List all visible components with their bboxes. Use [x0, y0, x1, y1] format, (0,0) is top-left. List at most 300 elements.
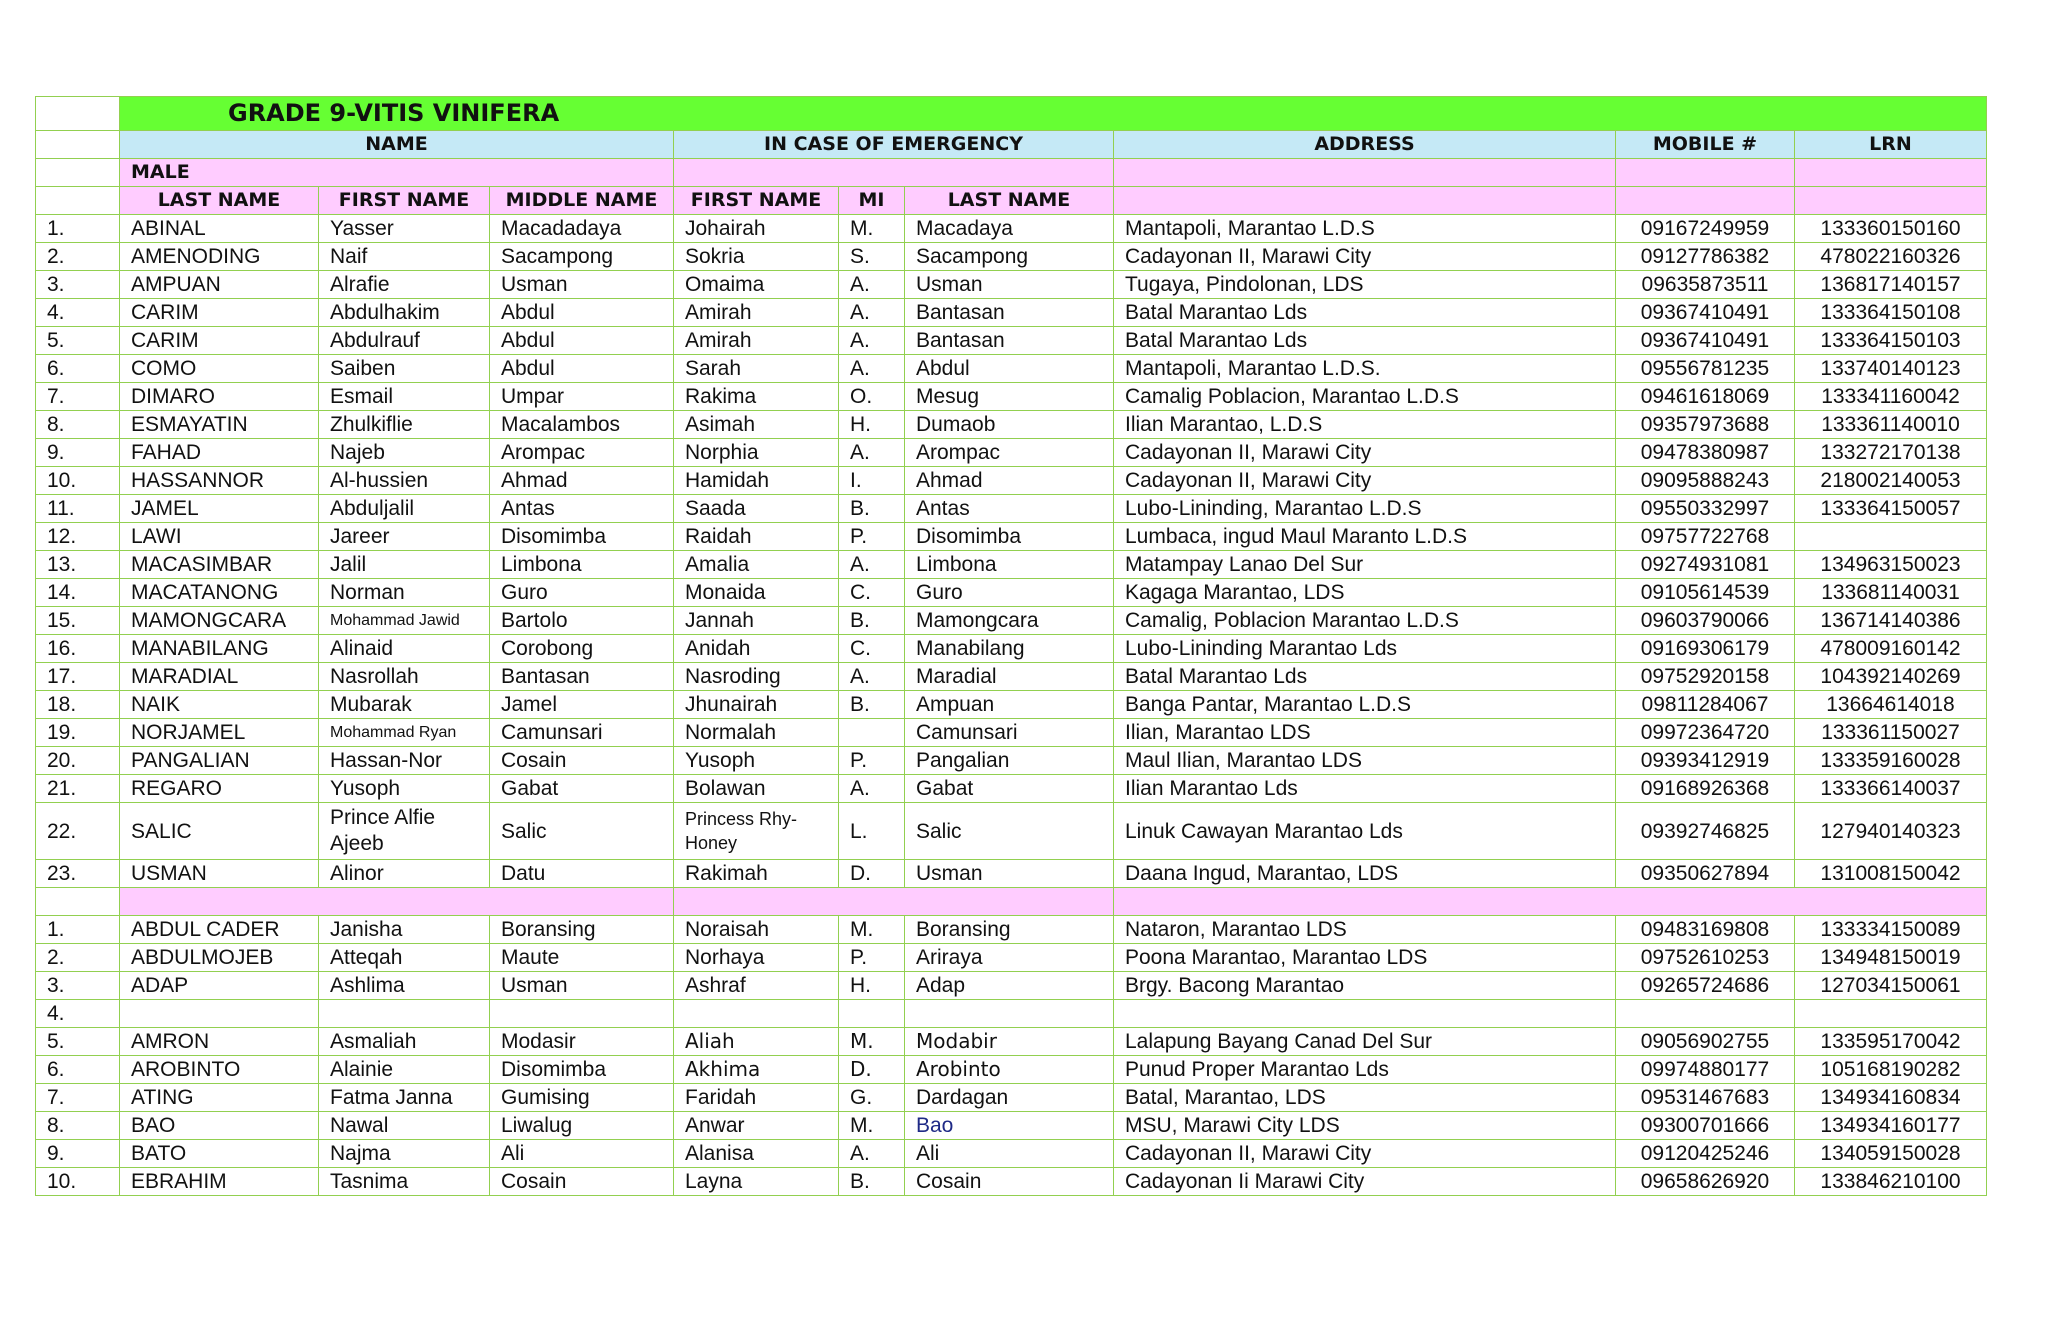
emergency-first-name-cell: Norphia — [674, 439, 839, 467]
address-cell: Cadayonan II, Marawi City — [1114, 467, 1616, 495]
emergency-header: IN CASE OF EMERGENCY — [674, 131, 1114, 159]
mobile-cell: 09095888243 — [1616, 467, 1795, 495]
address-cell: Banga Pantar, Marantao L.D.S — [1114, 691, 1616, 719]
lrn-cell: 133359160028 — [1795, 747, 1987, 775]
first-name-cell: Nasrollah — [319, 663, 490, 691]
mobile-cell: 09658626920 — [1616, 1168, 1795, 1196]
row-number-cell: 16. — [36, 635, 120, 663]
table-row — [36, 691, 1987, 719]
mobile-cell: 09056902755 — [1616, 1028, 1795, 1056]
name-header: NAME — [120, 131, 674, 159]
address-cell: Matampay Lanao Del Sur — [1114, 551, 1616, 579]
table-row — [36, 1112, 1987, 1140]
emergency-first-name-cell: Jhunairah — [674, 691, 839, 719]
last-name-cell: LAWI — [120, 523, 319, 551]
emergency-last-name-cell: Manabilang — [905, 635, 1114, 663]
address-cell: Maul Ilian, Marantao LDS — [1114, 747, 1616, 775]
emergency-mi-cell: O. — [839, 383, 905, 411]
last-name-cell: PANGALIAN — [120, 747, 319, 775]
emergency-last-name-cell: Antas — [905, 495, 1114, 523]
table-row — [36, 411, 1987, 439]
lrn-cell: 136714140386 — [1795, 607, 1987, 635]
emergency-mi-cell: B. — [839, 607, 905, 635]
middle-name-cell: Macadadaya — [490, 215, 674, 243]
mobile-cell: 09367410491 — [1616, 299, 1795, 327]
emergency-last-name-header: LAST NAME — [905, 187, 1114, 215]
address-cell: Batal Marantao Lds — [1114, 663, 1616, 691]
mobile-cell: 09478380987 — [1616, 439, 1795, 467]
row-number-cell: 10. — [36, 467, 120, 495]
address-cell: Punud Proper Marantao Lds — [1114, 1056, 1616, 1084]
emergency-first-name-cell: Jannah — [674, 607, 839, 635]
emergency-mi-cell: M. — [839, 916, 905, 944]
middle-name-cell: Guro — [490, 579, 674, 607]
table-row — [36, 299, 1987, 327]
emergency-first-name-cell: Saada — [674, 495, 839, 523]
address-cell: Daana Ingud, Marantao, LDS — [1114, 860, 1616, 888]
last-name-cell: AMRON — [120, 1028, 319, 1056]
emergency-first-name-cell: Yusoph — [674, 747, 839, 775]
last-name-cell: USMAN — [120, 860, 319, 888]
lrn-cell: 133846210100 — [1795, 1168, 1987, 1196]
table-row — [36, 215, 1987, 243]
row-number-cell: 5. — [36, 327, 120, 355]
last-name-cell: ESMAYATIN — [120, 411, 319, 439]
lrn-cell: 13664614018 — [1795, 691, 1987, 719]
middle-name-cell: Abdul — [490, 355, 674, 383]
lrn-cell: 134948150019 — [1795, 944, 1987, 972]
lrn-cell: 104392140269 — [1795, 663, 1987, 691]
emergency-last-name-cell: Arompac — [905, 439, 1114, 467]
emergency-last-name-cell: Guro — [905, 579, 1114, 607]
male-section-row — [36, 159, 1987, 187]
address-cell: Ilian Marantao, L.D.S — [1114, 411, 1616, 439]
first-name-cell: Mubarak — [319, 691, 490, 719]
table-row — [36, 916, 1987, 944]
lrn-cell: 133361150027 — [1795, 719, 1987, 747]
row-number-cell: 21. — [36, 775, 120, 803]
middle-name-cell: Abdul — [490, 327, 674, 355]
last-name-cell: DIMARO — [120, 383, 319, 411]
address-cell: Poona Marantao, Marantao LDS — [1114, 944, 1616, 972]
first-name-cell: Nawal — [319, 1112, 490, 1140]
emergency-mi-cell: D. — [839, 860, 905, 888]
middle-name-cell: Ahmad — [490, 467, 674, 495]
lrn-cell: 133364150108 — [1795, 299, 1987, 327]
first-name-cell: Abdulrauf — [319, 327, 490, 355]
subheader-blank-cell — [1616, 187, 1795, 215]
emergency-mi-cell: B. — [839, 495, 905, 523]
lrn-cell: 478022160326 — [1795, 243, 1987, 271]
row-number-cell: 22. — [36, 803, 120, 860]
middle-name-cell: Macalambos — [490, 411, 674, 439]
address-cell: Batal Marantao Lds — [1114, 299, 1616, 327]
first-name-cell: Alainie — [319, 1056, 490, 1084]
emergency-first-name-cell: Rakima — [674, 383, 839, 411]
address-cell: Cadayonan II, Marawi City — [1114, 243, 1616, 271]
first-name-cell: Prince Alfie Ajeeb — [319, 803, 490, 860]
row-number-cell: 23. — [36, 860, 120, 888]
lrn-cell: 127940140323 — [1795, 803, 1987, 860]
emergency-mi-cell — [839, 719, 905, 747]
emergency-first-name-cell: Amalia — [674, 551, 839, 579]
lrn-cell: 134963150023 — [1795, 551, 1987, 579]
emergency-mi-cell: A. — [839, 1140, 905, 1168]
emergency-last-name-cell: Bantasan — [905, 327, 1114, 355]
last-name-cell: BATO — [120, 1140, 319, 1168]
mobile-cell: 09167249959 — [1616, 215, 1795, 243]
emergency-first-name-cell: Raidah — [674, 523, 839, 551]
middle-name-cell: Disomimba — [490, 1056, 674, 1084]
mobile-header: MOBILE # — [1616, 131, 1795, 159]
mobile-cell: 09392746825 — [1616, 803, 1795, 860]
emergency-last-name-cell: Bao — [905, 1112, 1114, 1140]
table-row — [36, 439, 1987, 467]
emergency-first-name-cell: Amirah — [674, 327, 839, 355]
row-number-cell: 4. — [36, 299, 120, 327]
last-name-cell: NAIK — [120, 691, 319, 719]
emergency-mi-cell: H. — [839, 972, 905, 1000]
last-name-cell: SALIC — [120, 803, 319, 860]
middle-name-cell: Disomimba — [490, 523, 674, 551]
first-name-cell: Norman — [319, 579, 490, 607]
middle-name-cell: Corobong — [490, 635, 674, 663]
last-name-cell: NORJAMEL — [120, 719, 319, 747]
first-name-cell: Mohammad Jawid — [319, 607, 490, 635]
emergency-last-name-cell: Camunsari — [905, 719, 1114, 747]
emergency-mi-cell: C. — [839, 635, 905, 663]
mobile-cell: 09811284067 — [1616, 691, 1795, 719]
middle-name-cell: Cosain — [490, 747, 674, 775]
last-name-cell: BAO — [120, 1112, 319, 1140]
lrn-cell: 133595170042 — [1795, 1028, 1987, 1056]
emergency-last-name-cell: Pangalian — [905, 747, 1114, 775]
address-cell: Mantapoli, Marantao L.D.S — [1114, 215, 1616, 243]
emergency-mi-cell: A. — [839, 439, 905, 467]
address-cell: Lubo-Lininding Marantao Lds — [1114, 635, 1616, 663]
emergency-first-name-cell: Norhaya — [674, 944, 839, 972]
mobile-cell: 09127786382 — [1616, 243, 1795, 271]
last-name-cell: FAHAD — [120, 439, 319, 467]
lrn-cell: 133360150160 — [1795, 215, 1987, 243]
mobile-cell: 09531467683 — [1616, 1084, 1795, 1112]
emergency-first-name-cell: Normalah — [674, 719, 839, 747]
table-row — [36, 383, 1987, 411]
mobile-cell: 09350627894 — [1616, 860, 1795, 888]
last-name-cell: MACASIMBAR — [120, 551, 319, 579]
mobile-cell: 09265724686 — [1616, 972, 1795, 1000]
lrn-cell: 133364150057 — [1795, 495, 1987, 523]
mobile-cell: 09635873511 — [1616, 271, 1795, 299]
middle-name-cell: Liwalug — [490, 1112, 674, 1140]
address-cell: Batal, Marantao, LDS — [1114, 1084, 1616, 1112]
lrn-cell: 134059150028 — [1795, 1140, 1987, 1168]
table-row — [36, 495, 1987, 523]
lrn-cell: 105168190282 — [1795, 1056, 1987, 1084]
middle-name-cell: Sacampong — [490, 243, 674, 271]
emergency-last-name-cell: Limbona — [905, 551, 1114, 579]
last-name-cell: AMPUAN — [120, 271, 319, 299]
lrn-cell: 136817140157 — [1795, 271, 1987, 299]
row-number-cell: 1. — [36, 215, 120, 243]
middle-name-cell: Maute — [490, 944, 674, 972]
emergency-last-name-cell: Dardagan — [905, 1084, 1114, 1112]
middle-name-cell: Bantasan — [490, 663, 674, 691]
emergency-mi-cell: A. — [839, 355, 905, 383]
emergency-last-name-cell: Boransing — [905, 916, 1114, 944]
address-cell: Ilian Marantao Lds — [1114, 775, 1616, 803]
emergency-mi-cell: P. — [839, 523, 905, 551]
subheader-row — [36, 187, 1987, 215]
last-name-cell: ABDUL CADER — [120, 916, 319, 944]
middle-name-cell: Datu — [490, 860, 674, 888]
emergency-first-name-cell: Rakimah — [674, 860, 839, 888]
middle-name-cell: Usman — [490, 972, 674, 1000]
address-cell: Cadayonan Ii Marawi City — [1114, 1168, 1616, 1196]
emergency-mi-cell: C. — [839, 579, 905, 607]
emergency-first-name-header: FIRST NAME — [674, 187, 839, 215]
row-number-cell: 3. — [36, 972, 120, 1000]
lrn-cell: 131008150042 — [1795, 860, 1987, 888]
emergency-mi-cell: B. — [839, 1168, 905, 1196]
emergency-mi-cell: G. — [839, 1084, 905, 1112]
row-number-cell: 8. — [36, 1112, 120, 1140]
mobile-cell — [1616, 1000, 1795, 1028]
class-list-table — [35, 96, 1987, 1196]
first-name-cell: Fatma Janna — [319, 1084, 490, 1112]
emergency-mi-cell: A. — [839, 327, 905, 355]
table-row — [36, 1056, 1987, 1084]
mobile-cell: 09274931081 — [1616, 551, 1795, 579]
emergency-mi-cell: A. — [839, 775, 905, 803]
table-row — [36, 1028, 1987, 1056]
first-name-cell: Yasser — [319, 215, 490, 243]
emergency-first-name-cell: Asimah — [674, 411, 839, 439]
emergency-last-name-cell: Modabir — [905, 1028, 1114, 1056]
table-row — [36, 1000, 1987, 1028]
first-name-cell: Tasnima — [319, 1168, 490, 1196]
row-number-cell: 7. — [36, 383, 120, 411]
address-cell: Camalig, Poblacion Marantao L.D.S — [1114, 607, 1616, 635]
emergency-last-name-cell — [905, 1000, 1114, 1028]
mobile-cell: 09556781235 — [1616, 355, 1795, 383]
last-name-cell: CARIM — [120, 299, 319, 327]
row-number-cell: 9. — [36, 439, 120, 467]
lrn-header: LRN — [1795, 131, 1987, 159]
row-number-cell: 9. — [36, 1140, 120, 1168]
last-name-cell: REGARO — [120, 775, 319, 803]
address-cell: Cadayonan II, Marawi City — [1114, 439, 1616, 467]
subheader-blank-cell — [1114, 187, 1616, 215]
last-name-cell: MACATANONG — [120, 579, 319, 607]
mobile-cell: 09367410491 — [1616, 327, 1795, 355]
emergency-mi-cell: P. — [839, 747, 905, 775]
emergency-last-name-cell: Ahmad — [905, 467, 1114, 495]
title-spacer-cell — [36, 97, 120, 131]
section-blank-cell — [1114, 159, 1616, 187]
row-number-cell: 11. — [36, 495, 120, 523]
first-name-cell: Atteqah — [319, 944, 490, 972]
first-name-cell: Naif — [319, 243, 490, 271]
emergency-first-name-cell: Sarah — [674, 355, 839, 383]
row-number-cell: 7. — [36, 1084, 120, 1112]
section-blank-cell — [674, 159, 1114, 187]
emergency-last-name-cell: Mesug — [905, 383, 1114, 411]
first-name-header: FIRST NAME — [319, 187, 490, 215]
emergency-first-name-cell: Sokria — [674, 243, 839, 271]
mobile-cell: 09550332997 — [1616, 495, 1795, 523]
first-name-cell: Alrafie — [319, 271, 490, 299]
emergency-last-name-cell: Abdul — [905, 355, 1114, 383]
male-section-label: MALE — [120, 159, 674, 187]
row-number-cell: 10. — [36, 1168, 120, 1196]
middle-name-cell: Usman — [490, 271, 674, 299]
section-blank-cell — [674, 888, 1114, 916]
section-spacer-cell — [36, 888, 120, 916]
address-cell: Kagaga Marantao, LDS — [1114, 579, 1616, 607]
first-name-cell: Jalil — [319, 551, 490, 579]
row-number-cell: 19. — [36, 719, 120, 747]
header-spacer-cell — [36, 131, 120, 159]
first-name-cell: Yusoph — [319, 775, 490, 803]
emergency-first-name-cell: Aliah — [674, 1028, 839, 1056]
table-row — [36, 803, 1987, 860]
emergency-first-name-cell: Anwar — [674, 1112, 839, 1140]
first-name-cell: Saiben — [319, 355, 490, 383]
subheader-spacer-cell — [36, 187, 120, 215]
mobile-cell: 09105614539 — [1616, 579, 1795, 607]
lrn-cell: 218002140053 — [1795, 467, 1987, 495]
emergency-mi-cell: L. — [839, 803, 905, 860]
table-body — [36, 97, 1987, 1196]
last-name-cell: MAMONGCARA — [120, 607, 319, 635]
title-row — [36, 97, 1987, 131]
last-name-cell: MANABILANG — [120, 635, 319, 663]
emergency-first-name-cell: Johairah — [674, 215, 839, 243]
table-row — [36, 243, 1987, 271]
address-cell: Mantapoli, Marantao L.D.S. — [1114, 355, 1616, 383]
section-blank-cell — [1795, 159, 1987, 187]
lrn-cell: 133681140031 — [1795, 579, 1987, 607]
row-number-cell: 18. — [36, 691, 120, 719]
first-name-cell: Ashlima — [319, 972, 490, 1000]
section-spacer-cell — [36, 159, 120, 187]
last-name-cell: AMENODING — [120, 243, 319, 271]
middle-name-cell: Antas — [490, 495, 674, 523]
emergency-last-name-cell: Gabat — [905, 775, 1114, 803]
row-number-cell: 5. — [36, 1028, 120, 1056]
lrn-cell: 127034150061 — [1795, 972, 1987, 1000]
emergency-last-name-cell: Cosain — [905, 1168, 1114, 1196]
last-name-cell: EBRAHIM — [120, 1168, 319, 1196]
emergency-first-name-cell: Nasroding — [674, 663, 839, 691]
mobile-cell: 09169306179 — [1616, 635, 1795, 663]
emergency-mi-cell: P. — [839, 944, 905, 972]
table-row — [36, 271, 1987, 299]
row-number-cell: 20. — [36, 747, 120, 775]
table-row — [36, 607, 1987, 635]
table-row — [36, 1168, 1987, 1196]
address-cell: Nataron, Marantao LDS — [1114, 916, 1616, 944]
lrn-cell: 478009160142 — [1795, 635, 1987, 663]
emergency-first-name-cell: Hamidah — [674, 467, 839, 495]
emergency-last-name-cell: Adap — [905, 972, 1114, 1000]
address-cell: Ilian, Marantao LDS — [1114, 719, 1616, 747]
emergency-mi-cell: A. — [839, 551, 905, 579]
middle-name-cell: Jamel — [490, 691, 674, 719]
middle-name-cell — [490, 1000, 674, 1028]
emergency-first-name-cell: Princess Rhy-Honey — [674, 803, 839, 860]
emergency-mi-cell: M. — [839, 215, 905, 243]
first-name-cell: Al-hussien — [319, 467, 490, 495]
first-name-cell: Najma — [319, 1140, 490, 1168]
last-name-cell: JAMEL — [120, 495, 319, 523]
table-row — [36, 860, 1987, 888]
mobile-cell: 09974880177 — [1616, 1056, 1795, 1084]
last-name-cell: COMO — [120, 355, 319, 383]
first-name-cell: Zhulkiflie — [319, 411, 490, 439]
first-name-cell: Alinor — [319, 860, 490, 888]
mobile-cell: 09120425246 — [1616, 1140, 1795, 1168]
row-number-cell: 13. — [36, 551, 120, 579]
emergency-mi-cell: S. — [839, 243, 905, 271]
table-row — [36, 467, 1987, 495]
table-row — [36, 635, 1987, 663]
table-row — [36, 663, 1987, 691]
address-cell: Linuk Cawayan Marantao Lds — [1114, 803, 1616, 860]
emergency-last-name-cell: Maradial — [905, 663, 1114, 691]
middle-name-cell: Gabat — [490, 775, 674, 803]
row-number-cell: 6. — [36, 1056, 120, 1084]
lrn-cell: 133334150089 — [1795, 916, 1987, 944]
middle-name-cell: Boransing — [490, 916, 674, 944]
emergency-last-name-cell: Mamongcara — [905, 607, 1114, 635]
address-cell: Brgy. Bacong Marantao — [1114, 972, 1616, 1000]
emergency-first-name-cell: Anidah — [674, 635, 839, 663]
first-name-cell: Najeb — [319, 439, 490, 467]
mobile-cell: 09752920158 — [1616, 663, 1795, 691]
middle-name-cell: Bartolo — [490, 607, 674, 635]
lrn-cell: 133341160042 — [1795, 383, 1987, 411]
last-name-cell: ATING — [120, 1084, 319, 1112]
mobile-cell: 09603790066 — [1616, 607, 1795, 635]
emergency-first-name-cell — [674, 1000, 839, 1028]
middle-name-cell: Arompac — [490, 439, 674, 467]
last-name-cell: ABINAL — [120, 215, 319, 243]
emergency-mi-header: MI — [839, 187, 905, 215]
middle-name-cell: Cosain — [490, 1168, 674, 1196]
emergency-first-name-cell: Akhima — [674, 1056, 839, 1084]
address-cell: Lubo-Lininding, Marantao L.D.S — [1114, 495, 1616, 523]
first-name-cell: Abdulhakim — [319, 299, 490, 327]
first-name-cell: Jareer — [319, 523, 490, 551]
first-name-cell: Janisha — [319, 916, 490, 944]
last-name-cell — [120, 1000, 319, 1028]
class-title: GRADE 9-VITIS VINIFERA — [120, 97, 1987, 131]
mobile-cell: 09757722768 — [1616, 523, 1795, 551]
table-row — [36, 523, 1987, 551]
first-name-cell: Asmaliah — [319, 1028, 490, 1056]
emergency-last-name-cell: Macadaya — [905, 215, 1114, 243]
lrn-cell — [1795, 1000, 1987, 1028]
address-cell: Camalig Poblacion, Marantao L.D.S — [1114, 383, 1616, 411]
subheader-blank-cell — [1795, 187, 1987, 215]
emergency-first-name-cell: Amirah — [674, 299, 839, 327]
emergency-last-name-cell: Arobinto — [905, 1056, 1114, 1084]
table-row — [36, 327, 1987, 355]
address-cell: Lumbaca, ingud Maul Maranto L.D.S — [1114, 523, 1616, 551]
address-cell: Lalapung Bayang Canad Del Sur — [1114, 1028, 1616, 1056]
